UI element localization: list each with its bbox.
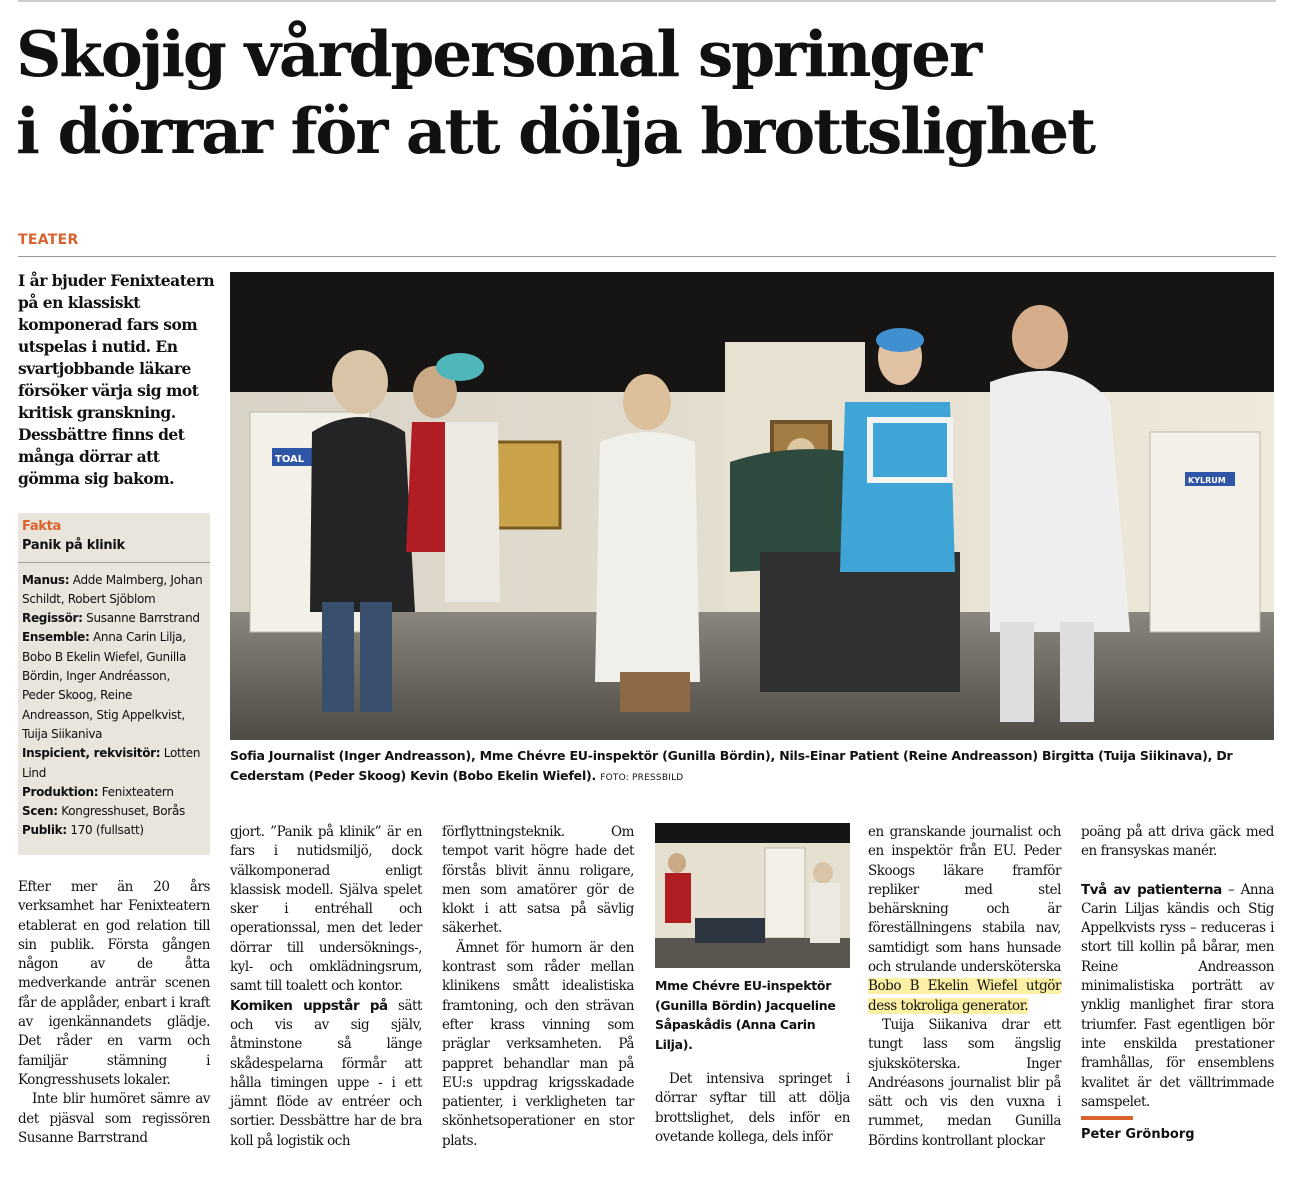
article-column-3 xyxy=(442,823,634,1151)
main-photo xyxy=(230,272,1274,740)
lead-in-komiken: Komiken uppstår på xyxy=(230,997,388,1014)
headline xyxy=(16,16,1276,170)
fact-row-manus: Manus: Adde Malmberg, Johan Schildt, Robert Sjöblom xyxy=(22,572,203,606)
paragraph-7: Det intensiva springet i dörrar syftar till att dölja brottslighet, dels inför en ovetande kollega, dels inför xyxy=(655,1071,850,1145)
paragraph-10: poäng på att driva gäck med en fransyskas manér. xyxy=(1081,824,1274,860)
article-column-2 xyxy=(230,823,422,1151)
headline-line-2: i dörrar för att dölja brottslighet xyxy=(16,94,1094,168)
paragraph-9: Tuija Siikaniva drar ett tungt lass som ängslig sjuksköterska. Inger Andréasons journalist blir på sätt och vis den vuxna i rummet, medan Gunilla Bördins kontrollant plockar xyxy=(868,1016,1061,1149)
ingress: I år bjuder Fenixteatern på en klassiskt komponerad fars som utspelas i nutid. En svartjobbande läkare försöker värja sig mot kritisk granskning. Dessbättre finns det många dörrar att gömma sig bakom. xyxy=(18,271,215,488)
small-photo xyxy=(655,823,850,968)
fact-box-title: Panik på klinik xyxy=(22,538,125,554)
lead-in-patienterna: Två av patienterna xyxy=(1081,881,1222,898)
paragraph-5: förflyttningsteknik. Om tempot varit högre hade det förstås blivit ännu roligare, men som amatörer gör de klokt i att satsa på sävlig säkerhet. xyxy=(442,824,634,937)
fact-box-label: Fakta xyxy=(22,519,62,534)
section-label: TEATER xyxy=(18,232,79,248)
paragraph-6: Ämnet för humorn är den kontrast som råder mellan klinikens smått idealistiska framtoning, och den strävan efter krass vinning som präglar verksamheten. På pappret behandlar man på EU:s uppdrag krigsskadade patienter, i verkligheten tar skönhetsoperationer en stor plats. xyxy=(442,939,634,1149)
photo-caption xyxy=(230,746,1274,788)
author-rule xyxy=(1081,1116,1133,1120)
highlighted-text: Bobo B Ekelin Wiefel utgör dess tokroliga generator. xyxy=(868,978,1061,1014)
paragraph-11: Två av patienterna – Anna Carin Liljas kändis och Stig Appelkvists ryss – reduceras i stort till kollin på bårar, men Reine Andreasson minimalistiska porträtt av ynklig manlighet firar stora triumfer. Fast egentligen bör inte enskilda prestationer framhållas, för ensemblens kvalitet är det välltrimmade samspelet. xyxy=(1081,881,1274,1110)
article-column-5 xyxy=(868,823,1061,1151)
article-column-1 xyxy=(18,878,210,1148)
stage-scene-illustration xyxy=(230,272,1274,740)
paragraph-1: Efter mer än 20 års verksamhet har Fenixteatern etablerat en god relation till sin publik. Första gången någon av de åtta medverkande anträr scenen får de applåder, enbart i kraft av igenkännandets glädje. Det råder en varm och familjär stämning i Kongresshusets lokaler. xyxy=(18,879,210,1088)
fact-row-publik: Publik: 170 (fullsatt) xyxy=(22,823,144,838)
fact-row-scen: Scen: Kongresshuset, Borås xyxy=(22,804,185,819)
small-photo-caption: Mme Chévre EU-inspektör (Gunilla Bördin) Jacqueline Såpaskådis (Anna Carin Lilja). xyxy=(655,978,836,1052)
fact-box-header xyxy=(18,513,210,563)
author-byline: Peter Grönborg xyxy=(1081,1127,1195,1142)
article-column-4 xyxy=(655,1070,850,1147)
paragraph-8: en granskande journalist och en inspektör från EU. Peder Skoogs läkare framför repliker med stel behärskning och är föreställningens stabila nav, samtidigt som hans hunsade och strulande undersköterska Bobo B Ekelin Wiefel utgör dess tokroliga generator. xyxy=(868,824,1061,1014)
fact-row-inspicient: Inspicient, rekvisitör: Lotten Lind xyxy=(22,746,201,780)
fact-box-body xyxy=(18,563,210,841)
photo-caption-text: Sofia Journalist (Inger Andreasson), Mme Chévre EU-inspektör (Gunilla Bördin), Nils-Einar Patient (Reine Andreasson) Birgitta (Tuija Siikinava), Dr Cederstam (Peder Skoog) Kevin (Bobo Ekelin Wiefel). xyxy=(230,748,1233,783)
small-stage-illustration xyxy=(655,823,850,968)
kylrum-sign-label: KYLRUM xyxy=(1188,476,1226,485)
paragraph-3: gjort. ”Panik på klinik” är en fars i nutidsmiljö, dock välkomponerad enligt klassisk modell. Själva spelet sker i entréhall och operationssal, men det leder dörrar till undersöknings-, kyl- och omklädningsrum, samt till toalett och kontor. xyxy=(230,824,422,995)
photo-credit: FOTO: PRESSBILD xyxy=(600,773,684,783)
fact-row-produktion: Produktion: Fenixteatern xyxy=(22,784,174,799)
toalett-sign-label: TOAL xyxy=(275,454,305,465)
fact-box xyxy=(18,513,210,855)
fact-row-regissor: Regissör: Susanne Barrstrand xyxy=(22,611,200,626)
paragraph-2: Inte blir humöret sämre av det pjäsval som regissören Susanne Barrstrand xyxy=(18,1091,210,1146)
top-rule xyxy=(18,0,1276,2)
article-column-6 xyxy=(1081,823,1274,1112)
fact-row-ensemble: Ensemble: Anna Carin Lilja, Bobo B Ekelin Wiefel, Gunilla Bördin, Inger Andréasson, Peder Skoog, Reine Andreasson, Stig Appelkvist, Tuija Siikaniva xyxy=(22,630,187,741)
paragraph-4: Komiken uppstår på sätt och vis av sig själv, åtminstone så länge skådespelarna förmår att hålla timingen uppe - i ett jämnt flöde av entréer och sortier. Dessbättre har de bra koll på logistik och xyxy=(230,997,422,1149)
headline-line-1: Skojig vårdpersonal springer xyxy=(16,17,981,91)
section-rule xyxy=(18,256,1276,257)
